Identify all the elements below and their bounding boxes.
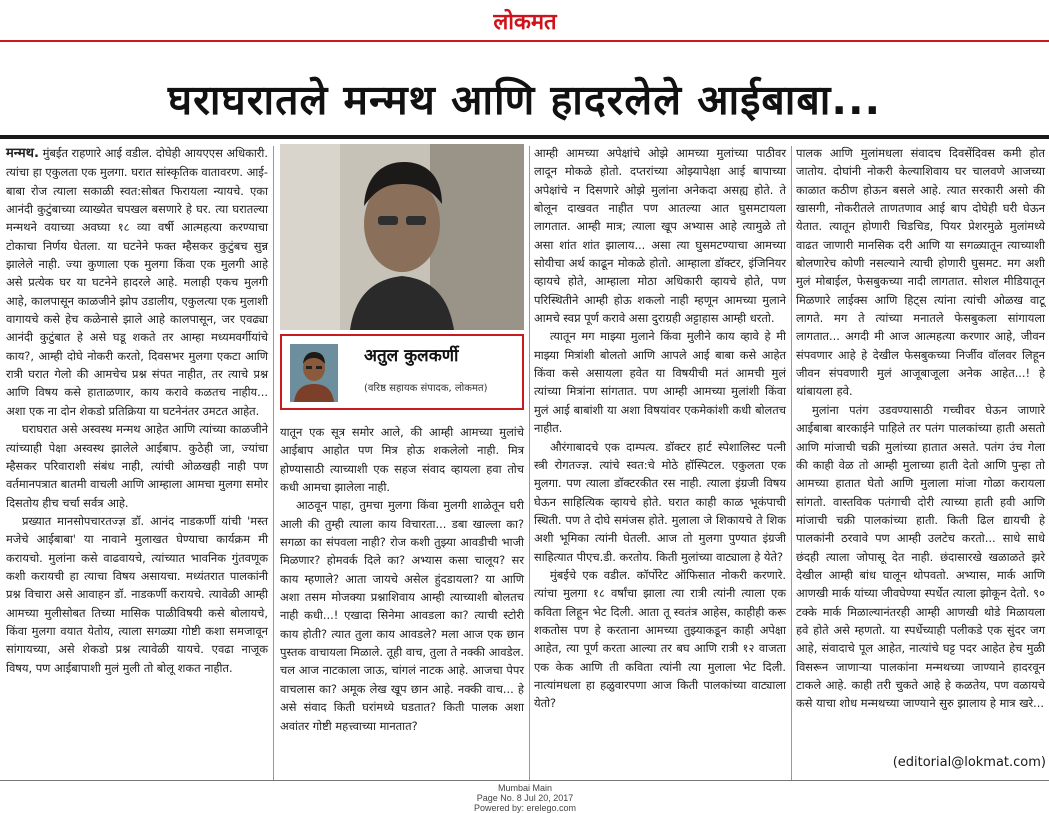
article-paragraph: घराघरात असे अस्वस्थ मन्मथ आहेत आणि त्यांच्या काळजीने त्यांच्याही पेक्षा अस्वस्थ झालेले आईबाप. कुठेही जा, ज्यांचा म्हैसकर परिवाराशी संबंध नाही, त्यांची ओळखही नाही पण वर्तमानपत्रात बातमी वाचली आणि आम्हाला आमचा मुलगा समोर दिसतोय हीच चर्चा सर्वत्र आहे.	[6, 422, 268, 510]
article-paragraph: त्यातून मग माझ्या मुलाने किंवा मुलीने काय व्हावे हे मी माझ्या मित्रांशी बोलतो आणि आपले आई बाबा कसे आहेत किंवा कसे असायला हवेत या विषयीची मतं आमची मुलं त्यांच्या मित्रांना सांगतात. पण आम्ही आमच्या मुलांशी किंवा मुलं आई बाबांशी या अशा विषयांवर एकमेकांशी कधी बोलतच नाहीत.	[534, 329, 786, 436]
lead-word: मन्मथ.	[6, 146, 39, 161]
author-portrait-image	[290, 344, 338, 402]
article-paragraph: आम्ही आमच्या अपेक्षांचे ओझे आमच्या मुलांच्या पाठीवर लादून मोकळे होतो. दप्तरांच्या ओझ्यापेक्षा आई बापाच्या अपेक्षांचे न दिसणारे ओझे मुलांना अनेकदा असह्य होते. ते बोलून दाखवत नाहीत पण आतल्या आत घुसमटायला लागतात. आम्ही मात्र; त्याला खूप अभ्यास आहे त्यामुळे तो असा शांत शांत झालाय... असा त्या घुसमटण्याचा आमच्या सोयीचा अर्थ काढून मोकळे होतो. आम्हाला डॉक्टर, इंजिनियर व्हायचे होते, आम्हाला मोठा अधिकारी व्हायचे होते, पण परिस्थितीने आम्ही होऊ शकलो नाही म्हणून आमच्या मुलाने आमचे स्वप्न पूर्ण करावे असा दुराग्रही अट्टाहास आम्ही धरतो.	[534, 146, 786, 326]
column-divider	[529, 146, 530, 780]
article-column-4	[796, 144, 1045, 713]
author-portrait	[290, 344, 338, 402]
article-paragraph	[6, 144, 268, 420]
masthead	[0, 0, 1049, 40]
paragraph-text: मुंबईत राहणारे आई वडील. दोघेही आयएएस अधिकारी. त्यांचा हा एकुलता एक मुलगा. घरात सांस्कृतिक वातावरण. आई-बाबा रोज त्याला सकाळी स्वत:सोबत फिरायला न्यायचे. एका आनंदी कुटुंबाच्या व्याख्येत चपखल बसणारे हे घर. त्या घरातल्या मन्मथने वयाच्या अवघ्या १८ व्या वर्षी आत्महत्या करण्याचा टोकाचा निर्णय घेतला. या घटनेने फक्त म्हैसकर कुटुंबच सुन्न झालेले नाही. ज्या कुणाला एक मुलगा किंवा एक मुलगी आहे असे प्रत्येक घर या घटनेने हादरले आहे. मलाही एकच मुलगी आहे, कालपासून काळजीने झोप उडालीय, एकुलत्या एक मुलाशी वागायचे कसे हेच कळेनासे झाले आहे कालपासून, जर एवढ्या आनंदी कुटुंबात हे असे घडू शकते तर आम्हा मध्यमवर्गीयांचे काय?, आम्ही दोघे नोकरी करतो, दिवसभर मुलगा एकटा आणि रात्री घरात गेलो की आमचेच प्रश्न संपत नाहीत, तर त्याचे प्रश्न आणि विषय कसे हाताळणार, काय करावे कळतच नाहीय... अशा एक ना दोन शेकडो प्रतिक्रिया या घटनेनंतर उमटत आहेत.	[6, 146, 269, 418]
lokmat-logo: लोकमत	[493, 9, 557, 35]
article-paragraph: पालक आणि मुलांमधला संवादच दिवसेंदिवस कमी होत जातोय. दोघांनी नोकरी केल्याशिवाय घर चालवणे आजच्या काळात कठीण होऊन बसले आहे. त्यात सरकारी असो की खासगी, नोकरीतले ताणतणाव आई बाप दोघेही घरी घेऊन येतात. त्यातून होणारी चिडचिड, पियर प्रेशरमुळे मुलांमध्ये वाढत जाणारी मानसिक दरी आणि या सगळ्यातून त्याच्याशी बोलणारेच कोणी नसल्याने त्याची होणारी घुसमट. मग अशी मुलं मोबाईल, फेसबुकच्या नादी लागतात. सोशल मीडियातून मिळणारे लाईक्स आणि हिट्स त्यांना त्यांची ओळख वाटू लागते. मग ते त्यांच्या मनातले फेसबुकला सांगायला लागतात... अगदी मी आज आत्महत्या करणार आहे, जीवन संपवणार आहे हे देखील फेसबुकच्या निर्जीव वॉलवर लिहून जीवन संपवणारी मुलं आजूबाजूला अनेक आहेत...! हे थांबायला हवे.	[796, 146, 1045, 399]
masthead-rule	[0, 40, 1049, 42]
edition-name: Mumbai Main	[497, 783, 553, 793]
column-divider	[273, 146, 274, 780]
powered-by: Powered by: erelego.com	[473, 803, 577, 813]
article-column-3	[534, 144, 786, 713]
news-photo	[280, 144, 524, 330]
article-paragraph: प्रख्यात मानसोपचारतज्ज्ञ डॉ. आनंद नाडकर्णी यांची 'मस्त मजेचे आईबाबा' या नावाने मुलाखत घेण्याचा कार्यक्रम मी करायचो. मुलांना कसे वाढवायचे, त्यांच्यात भावनिक गुंतवणूक कशी करायची हा त्याचा विषय असायचा. मध्यंतरात पालकांनी प्रश्न विचारा असे आवाहन डॉ. नाडकर्णी करायचे. त्यावेळी आम्ही आमच्या मुलीसोबत तिच्या मासिक पाळीविषयी कसे बोलायचे, किंवा मुलगा वयात येतोय, त्याला सगळ्या गोष्टी कशा समजावून सांगायच्या, असे शेकडो प्रश्न त्यावेळी यायचे. एवढा नाजूक विषय, पण आईबापाशी मुलं मुली तो बोलू शकत नाहीत.	[6, 513, 268, 675]
editorial-email: (editorial@lokmat.com)	[892, 755, 1046, 770]
article-paragraph: मुंबईचे एक वडील. कॉर्पोरेट ऑफिसात नोकरी करणारे. त्यांचा मुलगा १८ वर्षांचा झाला त्या रात्री त्यांनी त्याला एक कविता लिहून भेट दिली. आता तू स्वतंत्र आहेस, काहीही करू शकतोस पण हे करताना आमच्या तुझ्याकडून काही अपेक्षा आहेत, त्या पूर्ण करता आल्या तर बघ आणि रात्री १२ वाजता एक केक आणि ती कविता त्यांनी त्या मुलाला भेट दिली. नात्यांमधला हा हळुवारपणा आज किती पालकांच्या वाट्याला येतो?	[534, 567, 786, 711]
article-paragraph: आठवून पाहा, तुमचा मुलगा किंवा मुलगी शाळेतून घरी आली की तुम्ही त्याला काय विचारता... डबा खाल्ला का? सगळा का संपवला नाही? रोज कशी तुझ्या आवडीची भाजी मिळणार? होमवर्क दिले का? अभ्यास कसा चालूय? सर काय म्हणाले? आता जायचे असेल हुंदडायला? या आणि अशा तसम मोजक्या प्रश्नाशिवाय आम्ही त्याच्याशी बोलतच नाही कधी...! एखादा सिनेमा आवडला का? त्याची स्टोरी काय होती? त्यात तुला काय आवडले? मला आज एक छान पुस्तक वाचायला मिळाले. तूही वाच, तुला ते नक्की आवडेल. चल आज नाटकाला जाऊ, चांगलं नाटक आहे. आजचा पेपर वाचलास का? अमूक लेख खूप छान आहे. नक्की वाच... हे असे संवाद किती घरांमध्ये घडतात? किती पालक अशा अवांतर गोष्टी महत्त्वाच्या मानतात?	[280, 498, 524, 733]
headline-rule	[0, 135, 1049, 139]
page-date: Page No. 8 Jul 20, 2017	[476, 793, 574, 803]
article-paragraph: औरंगाबादचे एक दाम्पत्य. डॉक्टर हार्ट स्पेशालिस्ट पत्नी स्त्री रोगतज्ज्ञ. त्यांचे स्वत:चे मोठे हॉस्पिटल. एकुलता एक मुलगा. पण त्याला डॉक्टरकीत रस नाही. त्याला इंग्रजी विषय घेऊन साहित्यिक व्हायचे होते. घरात काही काळ भूकंपाची स्थिती. पण ते दोघे समंजस होते. मुलाला जे शिकायचे ते शिक अशी भूमिका त्यांनी घेतली. आज तो मुलगा पुण्यात इंग्रजी साहित्यात पीएच.डी. करतोय. किती मुलांच्या वाट्याला हे येते?	[534, 439, 786, 564]
article-paragraph: यातून एक सूत्र समोर आले, की आम्ही आमच्या मुलांचे आईबाप आहोत पण मित्र होऊ शकलेलो नाही. मित्र होण्यासाठी त्याच्याशी एक सहज संवाद व्हायला हवा तोच कधी आमचा झालेला नाही.	[280, 425, 524, 495]
author-byline	[280, 334, 524, 410]
article-column-1	[6, 144, 268, 677]
news-photo-image	[280, 144, 524, 330]
article-column-2	[280, 423, 524, 735]
page-footer	[400, 783, 650, 813]
article-paragraph: मुलांना पतंग उडवण्यासाठी गच्चीवर घेऊन जाणारे आईबाबा बारकाईने पाहिले तर पतंग पालकांच्या हाती असतो आणि मांजाची चक्री मुलांच्या हातात असते. पतंग उंच गेला की काही वेळ तो आम्ही मुलाच्या हाती देतो आणि पुन्हा तो आमच्या हातात घेतो आणि मुलाला मांजा गोळा करायला सांगतो. वास्तविक पतंगाची दोरी त्याच्या हाती हवी आणि मांजाची चक्री पालकांच्या हाती. किती ढिल द्यायची हे पालकांनी ठरवावे पण आम्ही उलटेच करतो... साधे साधे छंदही त्याला जोपासू देत नाही. छंदासारखे खळाळते झरे देखील आम्ही बांध घालून थोपवतो. अभ्यास, मार्क आणि आणखी मार्क यांच्या जीवघेण्या स्पर्धेत त्याला झोकून देतो. ९० टक्के मार्क मिळाल्यानंतरही आम्ही आणखी थोडे मिळायला हवे होते असे म्हणतो. या स्पर्धेच्याही पलीकडे एक सुंदर जग आहे, संवादाचे पूल आहेत, नात्यांचे घट्ट पदर आहेत हेच मुळी विसरून जाणाऱ्या पालकांना मन्मथच्या जाण्याने हादरवून टाकले आहे. काही तरी चुकते आहे हे कळतेय, पण वळायचे कसे याचा शोध मन्मथच्या जाण्याने सुरु झालाय हे मात्र खरे...	[796, 402, 1045, 711]
author-name: अतुल कुलकर्णी	[364, 346, 459, 366]
headline: घराघरातले मन्मथ आणि हादरलेले आईबाबा...	[167, 76, 882, 124]
author-role: (वरिष्ठ सहायक संपादक, लोकमत)	[364, 383, 488, 394]
column-divider	[791, 146, 792, 780]
footer-rule	[0, 780, 1049, 781]
